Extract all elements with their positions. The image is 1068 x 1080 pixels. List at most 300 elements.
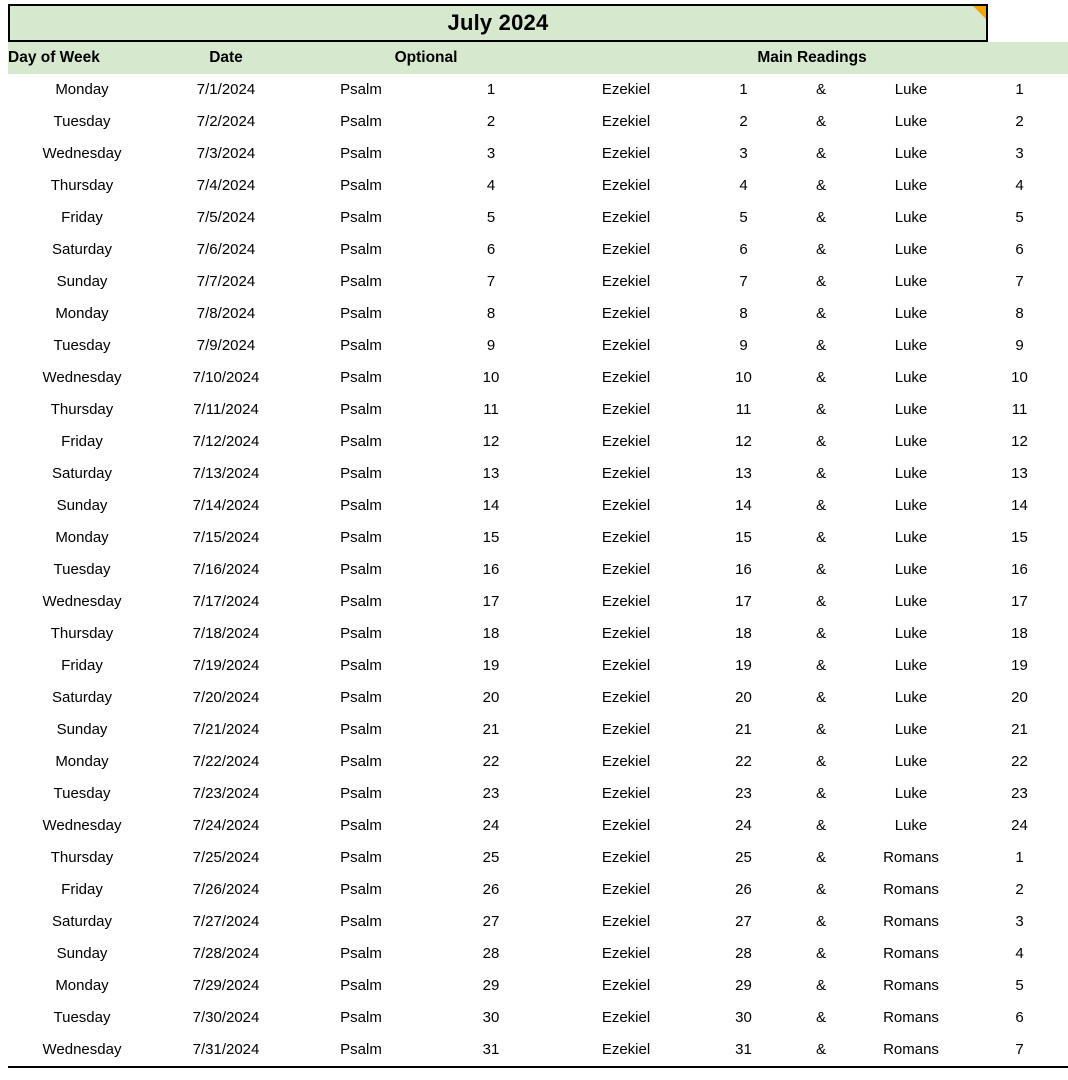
cell-optional-book[interactable]: Psalm	[296, 522, 426, 554]
cell-day-of-week[interactable]: Monday	[8, 298, 156, 330]
table-row[interactable]	[8, 618, 1068, 650]
cell-optional-book[interactable]: Psalm	[296, 842, 426, 874]
cell-optional-chapter[interactable]: 6	[426, 234, 556, 266]
cell-main-book-2[interactable]: Luke	[851, 746, 971, 778]
cell-main-book-1[interactable]: Ezekiel	[556, 106, 696, 138]
table-row[interactable]	[8, 874, 1068, 906]
cell-main-chapter-2[interactable]: 4	[971, 170, 1068, 202]
cell-optional-book[interactable]: Psalm	[296, 202, 426, 234]
cell-main-chapter-2[interactable]: 5	[971, 202, 1068, 234]
cell-main-book-1[interactable]: Ezekiel	[556, 138, 696, 170]
cell-day-of-week[interactable]: Monday	[8, 522, 156, 554]
cell-date[interactable]: 7/9/2024	[156, 330, 296, 362]
cell-main-chapter-2[interactable]: 19	[971, 650, 1068, 682]
cell-optional-book[interactable]: Psalm	[296, 938, 426, 970]
table-row[interactable]	[8, 1034, 1068, 1067]
cell-conjunction[interactable]: &	[791, 330, 851, 362]
cell-optional-chapter[interactable]: 23	[426, 778, 556, 810]
cell-main-chapter-2[interactable]: 6	[971, 234, 1068, 266]
table-row[interactable]	[8, 106, 1068, 138]
cell-main-book-1[interactable]: Ezekiel	[556, 1002, 696, 1034]
table-row[interactable]	[8, 458, 1068, 490]
cell-date[interactable]: 7/1/2024	[156, 74, 296, 106]
cell-optional-book[interactable]: Psalm	[296, 1034, 426, 1067]
cell-date[interactable]: 7/7/2024	[156, 266, 296, 298]
table-row[interactable]	[8, 1002, 1068, 1034]
cell-day-of-week[interactable]: Friday	[8, 426, 156, 458]
cell-main-book-1[interactable]: Ezekiel	[556, 266, 696, 298]
cell-conjunction[interactable]: &	[791, 1002, 851, 1034]
cell-date[interactable]: 7/2/2024	[156, 106, 296, 138]
cell-date[interactable]: 7/30/2024	[156, 1002, 296, 1034]
column-header-main-readings[interactable]: Main Readings	[556, 42, 1068, 74]
cell-main-book-2[interactable]: Luke	[851, 394, 971, 426]
cell-conjunction[interactable]: &	[791, 874, 851, 906]
cell-optional-chapter[interactable]: 3	[426, 138, 556, 170]
cell-date[interactable]: 7/16/2024	[156, 554, 296, 586]
cell-main-chapter-2[interactable]: 22	[971, 746, 1068, 778]
cell-main-chapter-1[interactable]: 4	[696, 170, 791, 202]
cell-main-chapter-1[interactable]: 27	[696, 906, 791, 938]
cell-optional-chapter[interactable]: 28	[426, 938, 556, 970]
cell-day-of-week[interactable]: Wednesday	[8, 810, 156, 842]
cell-conjunction[interactable]: &	[791, 746, 851, 778]
cell-optional-book[interactable]: Psalm	[296, 650, 426, 682]
cell-main-book-2[interactable]: Luke	[851, 362, 971, 394]
cell-optional-chapter[interactable]: 21	[426, 714, 556, 746]
cell-main-book-2[interactable]: Luke	[851, 586, 971, 618]
cell-main-chapter-1[interactable]: 16	[696, 554, 791, 586]
cell-optional-chapter[interactable]: 18	[426, 618, 556, 650]
cell-main-book-1[interactable]: Ezekiel	[556, 874, 696, 906]
cell-optional-chapter[interactable]: 9	[426, 330, 556, 362]
cell-day-of-week[interactable]: Sunday	[8, 714, 156, 746]
table-row[interactable]	[8, 554, 1068, 586]
cell-date[interactable]: 7/29/2024	[156, 970, 296, 1002]
cell-day-of-week[interactable]: Monday	[8, 74, 156, 106]
cell-main-book-1[interactable]: Ezekiel	[556, 650, 696, 682]
cell-day-of-week[interactable]: Sunday	[8, 938, 156, 970]
cell-main-chapter-2[interactable]: 1	[971, 74, 1068, 106]
cell-optional-chapter[interactable]: 26	[426, 874, 556, 906]
cell-optional-chapter[interactable]: 27	[426, 906, 556, 938]
cell-date[interactable]: 7/15/2024	[156, 522, 296, 554]
cell-day-of-week[interactable]: Tuesday	[8, 778, 156, 810]
cell-date[interactable]: 7/26/2024	[156, 874, 296, 906]
table-row[interactable]	[8, 74, 1068, 106]
cell-date[interactable]: 7/18/2024	[156, 618, 296, 650]
cell-optional-chapter[interactable]: 13	[426, 458, 556, 490]
cell-main-book-1[interactable]: Ezekiel	[556, 554, 696, 586]
cell-optional-book[interactable]: Psalm	[296, 746, 426, 778]
cell-main-book-2[interactable]: Luke	[851, 234, 971, 266]
cell-main-book-1[interactable]: Ezekiel	[556, 682, 696, 714]
cell-date[interactable]: 7/10/2024	[156, 362, 296, 394]
cell-conjunction[interactable]: &	[791, 106, 851, 138]
cell-main-chapter-1[interactable]: 30	[696, 1002, 791, 1034]
cell-main-chapter-1[interactable]: 19	[696, 650, 791, 682]
cell-optional-book[interactable]: Psalm	[296, 970, 426, 1002]
cell-main-book-2[interactable]: Luke	[851, 458, 971, 490]
cell-day-of-week[interactable]: Saturday	[8, 458, 156, 490]
cell-main-book-2[interactable]: Luke	[851, 138, 971, 170]
cell-main-book-2[interactable]: Luke	[851, 778, 971, 810]
cell-main-chapter-1[interactable]: 25	[696, 842, 791, 874]
cell-optional-book[interactable]: Psalm	[296, 106, 426, 138]
cell-date[interactable]: 7/3/2024	[156, 138, 296, 170]
cell-main-book-2[interactable]: Luke	[851, 202, 971, 234]
cell-main-chapter-1[interactable]: 8	[696, 298, 791, 330]
cell-conjunction[interactable]: &	[791, 618, 851, 650]
table-row[interactable]	[8, 682, 1068, 714]
table-row[interactable]	[8, 778, 1068, 810]
cell-main-book-2[interactable]: Luke	[851, 650, 971, 682]
cell-optional-chapter[interactable]: 15	[426, 522, 556, 554]
cell-date[interactable]: 7/27/2024	[156, 906, 296, 938]
table-row[interactable]	[8, 842, 1068, 874]
cell-main-book-2[interactable]: Luke	[851, 682, 971, 714]
table-row[interactable]	[8, 362, 1068, 394]
cell-conjunction[interactable]: &	[791, 298, 851, 330]
cell-main-book-2[interactable]: Luke	[851, 426, 971, 458]
cell-main-book-1[interactable]: Ezekiel	[556, 362, 696, 394]
cell-optional-book[interactable]: Psalm	[296, 618, 426, 650]
cell-main-chapter-1[interactable]: 22	[696, 746, 791, 778]
cell-optional-book[interactable]: Psalm	[296, 298, 426, 330]
cell-day-of-week[interactable]: Wednesday	[8, 586, 156, 618]
cell-main-book-2[interactable]: Luke	[851, 266, 971, 298]
cell-optional-chapter[interactable]: 16	[426, 554, 556, 586]
cell-main-book-1[interactable]: Ezekiel	[556, 1034, 696, 1067]
cell-date[interactable]: 7/24/2024	[156, 810, 296, 842]
cell-main-chapter-2[interactable]: 5	[971, 970, 1068, 1002]
column-header-optional[interactable]: Optional	[296, 42, 556, 74]
cell-date[interactable]: 7/6/2024	[156, 234, 296, 266]
cell-main-chapter-2[interactable]: 4	[971, 938, 1068, 970]
cell-optional-chapter[interactable]: 14	[426, 490, 556, 522]
cell-main-book-2[interactable]: Luke	[851, 618, 971, 650]
cell-date[interactable]: 7/12/2024	[156, 426, 296, 458]
cell-optional-book[interactable]: Psalm	[296, 810, 426, 842]
cell-main-book-2[interactable]: Romans	[851, 970, 971, 1002]
cell-main-chapter-1[interactable]: 6	[696, 234, 791, 266]
table-row[interactable]	[8, 746, 1068, 778]
cell-day-of-week[interactable]: Thursday	[8, 170, 156, 202]
cell-main-book-2[interactable]: Romans	[851, 842, 971, 874]
cell-optional-book[interactable]: Psalm	[296, 266, 426, 298]
cell-optional-book[interactable]: Psalm	[296, 586, 426, 618]
cell-optional-chapter[interactable]: 11	[426, 394, 556, 426]
cell-main-book-1[interactable]: Ezekiel	[556, 522, 696, 554]
table-row[interactable]	[8, 426, 1068, 458]
cell-date[interactable]: 7/5/2024	[156, 202, 296, 234]
table-row[interactable]	[8, 202, 1068, 234]
cell-conjunction[interactable]: &	[791, 586, 851, 618]
cell-conjunction[interactable]: &	[791, 362, 851, 394]
cell-main-chapter-2[interactable]: 16	[971, 554, 1068, 586]
cell-main-chapter-2[interactable]: 20	[971, 682, 1068, 714]
cell-main-book-2[interactable]: Romans	[851, 1034, 971, 1067]
cell-conjunction[interactable]: &	[791, 426, 851, 458]
cell-day-of-week[interactable]: Monday	[8, 746, 156, 778]
cell-optional-book[interactable]: Psalm	[296, 682, 426, 714]
cell-main-chapter-1[interactable]: 31	[696, 1034, 791, 1067]
cell-optional-chapter[interactable]: 12	[426, 426, 556, 458]
cell-main-chapter-2[interactable]: 7	[971, 266, 1068, 298]
cell-main-chapter-1[interactable]: 3	[696, 138, 791, 170]
cell-main-chapter-2[interactable]: 13	[971, 458, 1068, 490]
table-row[interactable]	[8, 970, 1068, 1002]
cell-optional-book[interactable]: Psalm	[296, 362, 426, 394]
cell-main-chapter-2[interactable]: 14	[971, 490, 1068, 522]
cell-day-of-week[interactable]: Monday	[8, 970, 156, 1002]
cell-main-chapter-2[interactable]: 2	[971, 106, 1068, 138]
cell-date[interactable]: 7/23/2024	[156, 778, 296, 810]
cell-main-book-1[interactable]: Ezekiel	[556, 458, 696, 490]
cell-conjunction[interactable]: &	[791, 522, 851, 554]
cell-main-chapter-1[interactable]: 2	[696, 106, 791, 138]
cell-optional-book[interactable]: Psalm	[296, 394, 426, 426]
cell-main-book-1[interactable]: Ezekiel	[556, 234, 696, 266]
cell-day-of-week[interactable]: Friday	[8, 650, 156, 682]
table-row[interactable]	[8, 138, 1068, 170]
cell-conjunction[interactable]: &	[791, 906, 851, 938]
cell-date[interactable]: 7/22/2024	[156, 746, 296, 778]
cell-main-chapter-2[interactable]: 6	[971, 1002, 1068, 1034]
cell-main-chapter-1[interactable]: 26	[696, 874, 791, 906]
table-row[interactable]	[8, 586, 1068, 618]
cell-main-book-1[interactable]: Ezekiel	[556, 74, 696, 106]
cell-conjunction[interactable]: &	[791, 714, 851, 746]
cell-main-book-2[interactable]: Luke	[851, 490, 971, 522]
cell-main-chapter-1[interactable]: 29	[696, 970, 791, 1002]
column-header-date[interactable]: Date	[156, 42, 296, 74]
cell-optional-chapter[interactable]: 25	[426, 842, 556, 874]
cell-main-book-1[interactable]: Ezekiel	[556, 746, 696, 778]
cell-optional-chapter[interactable]: 17	[426, 586, 556, 618]
cell-conjunction[interactable]: &	[791, 74, 851, 106]
cell-main-chapter-1[interactable]: 20	[696, 682, 791, 714]
cell-main-chapter-1[interactable]: 11	[696, 394, 791, 426]
cell-main-book-2[interactable]: Luke	[851, 522, 971, 554]
cell-main-chapter-1[interactable]: 17	[696, 586, 791, 618]
cell-main-book-1[interactable]: Ezekiel	[556, 970, 696, 1002]
cell-main-chapter-2[interactable]: 3	[971, 906, 1068, 938]
cell-main-book-2[interactable]: Luke	[851, 714, 971, 746]
cell-day-of-week[interactable]: Friday	[8, 874, 156, 906]
table-row[interactable]	[8, 394, 1068, 426]
table-row[interactable]	[8, 490, 1068, 522]
cell-conjunction[interactable]: &	[791, 650, 851, 682]
cell-date[interactable]: 7/13/2024	[156, 458, 296, 490]
cell-main-chapter-1[interactable]: 21	[696, 714, 791, 746]
cell-main-book-1[interactable]: Ezekiel	[556, 842, 696, 874]
cell-optional-chapter[interactable]: 7	[426, 266, 556, 298]
cell-optional-chapter[interactable]: 10	[426, 362, 556, 394]
table-row[interactable]	[8, 650, 1068, 682]
cell-day-of-week[interactable]: Tuesday	[8, 330, 156, 362]
cell-optional-chapter[interactable]: 19	[426, 650, 556, 682]
cell-optional-chapter[interactable]: 20	[426, 682, 556, 714]
cell-conjunction[interactable]: &	[791, 458, 851, 490]
cell-conjunction[interactable]: &	[791, 202, 851, 234]
cell-main-book-2[interactable]: Romans	[851, 906, 971, 938]
cell-main-chapter-1[interactable]: 28	[696, 938, 791, 970]
cell-optional-book[interactable]: Psalm	[296, 170, 426, 202]
cell-conjunction[interactable]: &	[791, 938, 851, 970]
cell-conjunction[interactable]: &	[791, 490, 851, 522]
table-row[interactable]	[8, 298, 1068, 330]
cell-main-chapter-1[interactable]: 23	[696, 778, 791, 810]
cell-main-chapter-1[interactable]: 14	[696, 490, 791, 522]
cell-optional-chapter[interactable]: 8	[426, 298, 556, 330]
cell-main-book-1[interactable]: Ezekiel	[556, 618, 696, 650]
cell-day-of-week[interactable]: Saturday	[8, 234, 156, 266]
cell-optional-book[interactable]: Psalm	[296, 714, 426, 746]
cell-main-book-2[interactable]: Luke	[851, 106, 971, 138]
cell-main-book-1[interactable]: Ezekiel	[556, 394, 696, 426]
cell-conjunction[interactable]: &	[791, 170, 851, 202]
table-row[interactable]	[8, 938, 1068, 970]
cell-main-book-2[interactable]: Luke	[851, 74, 971, 106]
cell-optional-book[interactable]: Psalm	[296, 138, 426, 170]
cell-main-chapter-2[interactable]: 10	[971, 362, 1068, 394]
cell-day-of-week[interactable]: Thursday	[8, 394, 156, 426]
cell-main-chapter-1[interactable]: 1	[696, 74, 791, 106]
cell-conjunction[interactable]: &	[791, 266, 851, 298]
cell-optional-book[interactable]: Psalm	[296, 906, 426, 938]
table-row[interactable]	[8, 714, 1068, 746]
cell-main-book-1[interactable]: Ezekiel	[556, 586, 696, 618]
cell-main-book-1[interactable]: Ezekiel	[556, 426, 696, 458]
cell-optional-book[interactable]: Psalm	[296, 426, 426, 458]
cell-main-book-2[interactable]: Luke	[851, 170, 971, 202]
cell-main-chapter-2[interactable]: 23	[971, 778, 1068, 810]
cell-date[interactable]: 7/11/2024	[156, 394, 296, 426]
cell-main-chapter-2[interactable]: 9	[971, 330, 1068, 362]
cell-main-book-1[interactable]: Ezekiel	[556, 490, 696, 522]
cell-main-book-1[interactable]: Ezekiel	[556, 778, 696, 810]
cell-main-chapter-1[interactable]: 13	[696, 458, 791, 490]
table-row[interactable]	[8, 170, 1068, 202]
cell-optional-book[interactable]: Psalm	[296, 554, 426, 586]
table-row[interactable]	[8, 810, 1068, 842]
cell-main-book-2[interactable]: Luke	[851, 298, 971, 330]
cell-day-of-week[interactable]: Wednesday	[8, 138, 156, 170]
cell-main-book-1[interactable]: Ezekiel	[556, 810, 696, 842]
cell-conjunction[interactable]: &	[791, 682, 851, 714]
cell-main-book-2[interactable]: Romans	[851, 1002, 971, 1034]
cell-day-of-week[interactable]: Friday	[8, 202, 156, 234]
cell-main-chapter-1[interactable]: 7	[696, 266, 791, 298]
cell-optional-chapter[interactable]: 31	[426, 1034, 556, 1067]
cell-conjunction[interactable]: &	[791, 778, 851, 810]
cell-day-of-week[interactable]: Thursday	[8, 618, 156, 650]
cell-conjunction[interactable]: &	[791, 810, 851, 842]
cell-day-of-week[interactable]: Sunday	[8, 490, 156, 522]
cell-conjunction[interactable]: &	[791, 138, 851, 170]
cell-conjunction[interactable]: &	[791, 234, 851, 266]
cell-main-book-1[interactable]: Ezekiel	[556, 170, 696, 202]
cell-date[interactable]: 7/17/2024	[156, 586, 296, 618]
cell-day-of-week[interactable]: Tuesday	[8, 554, 156, 586]
cell-main-chapter-2[interactable]: 12	[971, 426, 1068, 458]
cell-main-chapter-1[interactable]: 12	[696, 426, 791, 458]
cell-main-book-2[interactable]: Romans	[851, 938, 971, 970]
cell-main-chapter-2[interactable]: 11	[971, 394, 1068, 426]
cell-optional-book[interactable]: Psalm	[296, 1002, 426, 1034]
cell-optional-chapter[interactable]: 2	[426, 106, 556, 138]
cell-optional-book[interactable]: Psalm	[296, 778, 426, 810]
cell-conjunction[interactable]: &	[791, 394, 851, 426]
cell-day-of-week[interactable]: Tuesday	[8, 106, 156, 138]
cell-date[interactable]: 7/21/2024	[156, 714, 296, 746]
cell-date[interactable]: 7/8/2024	[156, 298, 296, 330]
cell-main-book-2[interactable]: Luke	[851, 330, 971, 362]
cell-conjunction[interactable]: &	[791, 554, 851, 586]
cell-day-of-week[interactable]: Saturday	[8, 682, 156, 714]
cell-main-book-1[interactable]: Ezekiel	[556, 938, 696, 970]
title-bar[interactable]	[8, 4, 988, 42]
cell-main-chapter-2[interactable]: 21	[971, 714, 1068, 746]
cell-optional-book[interactable]: Psalm	[296, 330, 426, 362]
cell-optional-chapter[interactable]: 1	[426, 74, 556, 106]
cell-day-of-week[interactable]: Thursday	[8, 842, 156, 874]
cell-day-of-week[interactable]: Wednesday	[8, 1034, 156, 1067]
cell-conjunction[interactable]: &	[791, 842, 851, 874]
cell-optional-chapter[interactable]: 22	[426, 746, 556, 778]
cell-date[interactable]: 7/31/2024	[156, 1034, 296, 1067]
cell-conjunction[interactable]: &	[791, 1034, 851, 1067]
cell-date[interactable]: 7/4/2024	[156, 170, 296, 202]
cell-main-book-2[interactable]: Romans	[851, 874, 971, 906]
cell-optional-chapter[interactable]: 30	[426, 1002, 556, 1034]
cell-optional-book[interactable]: Psalm	[296, 874, 426, 906]
cell-main-book-1[interactable]: Ezekiel	[556, 330, 696, 362]
cell-main-book-1[interactable]: Ezekiel	[556, 298, 696, 330]
cell-day-of-week[interactable]: Saturday	[8, 906, 156, 938]
cell-optional-chapter[interactable]: 5	[426, 202, 556, 234]
cell-main-chapter-2[interactable]: 18	[971, 618, 1068, 650]
cell-main-chapter-2[interactable]: 17	[971, 586, 1068, 618]
cell-optional-book[interactable]: Psalm	[296, 458, 426, 490]
cell-day-of-week[interactable]: Sunday	[8, 266, 156, 298]
cell-date[interactable]: 7/19/2024	[156, 650, 296, 682]
cell-main-chapter-2[interactable]: 3	[971, 138, 1068, 170]
cell-optional-chapter[interactable]: 24	[426, 810, 556, 842]
cell-main-book-1[interactable]: Ezekiel	[556, 714, 696, 746]
cell-date[interactable]: 7/25/2024	[156, 842, 296, 874]
cell-main-chapter-2[interactable]: 1	[971, 842, 1068, 874]
cell-main-chapter-1[interactable]: 18	[696, 618, 791, 650]
table-row[interactable]	[8, 330, 1068, 362]
cell-main-chapter-2[interactable]: 8	[971, 298, 1068, 330]
cell-main-book-2[interactable]: Luke	[851, 554, 971, 586]
cell-main-chapter-1[interactable]: 15	[696, 522, 791, 554]
table-row[interactable]	[8, 266, 1068, 298]
cell-date[interactable]: 7/14/2024	[156, 490, 296, 522]
cell-main-chapter-2[interactable]: 24	[971, 810, 1068, 842]
table-row[interactable]	[8, 234, 1068, 266]
cell-optional-chapter[interactable]: 29	[426, 970, 556, 1002]
cell-main-book-1[interactable]: Ezekiel	[556, 906, 696, 938]
cell-main-book-1[interactable]: Ezekiel	[556, 202, 696, 234]
cell-day-of-week[interactable]: Tuesday	[8, 1002, 156, 1034]
comment-indicator-icon[interactable]	[973, 6, 986, 19]
cell-optional-book[interactable]: Psalm	[296, 490, 426, 522]
cell-date[interactable]: 7/20/2024	[156, 682, 296, 714]
column-header-day-of-week[interactable]: Day of Week	[8, 42, 156, 74]
